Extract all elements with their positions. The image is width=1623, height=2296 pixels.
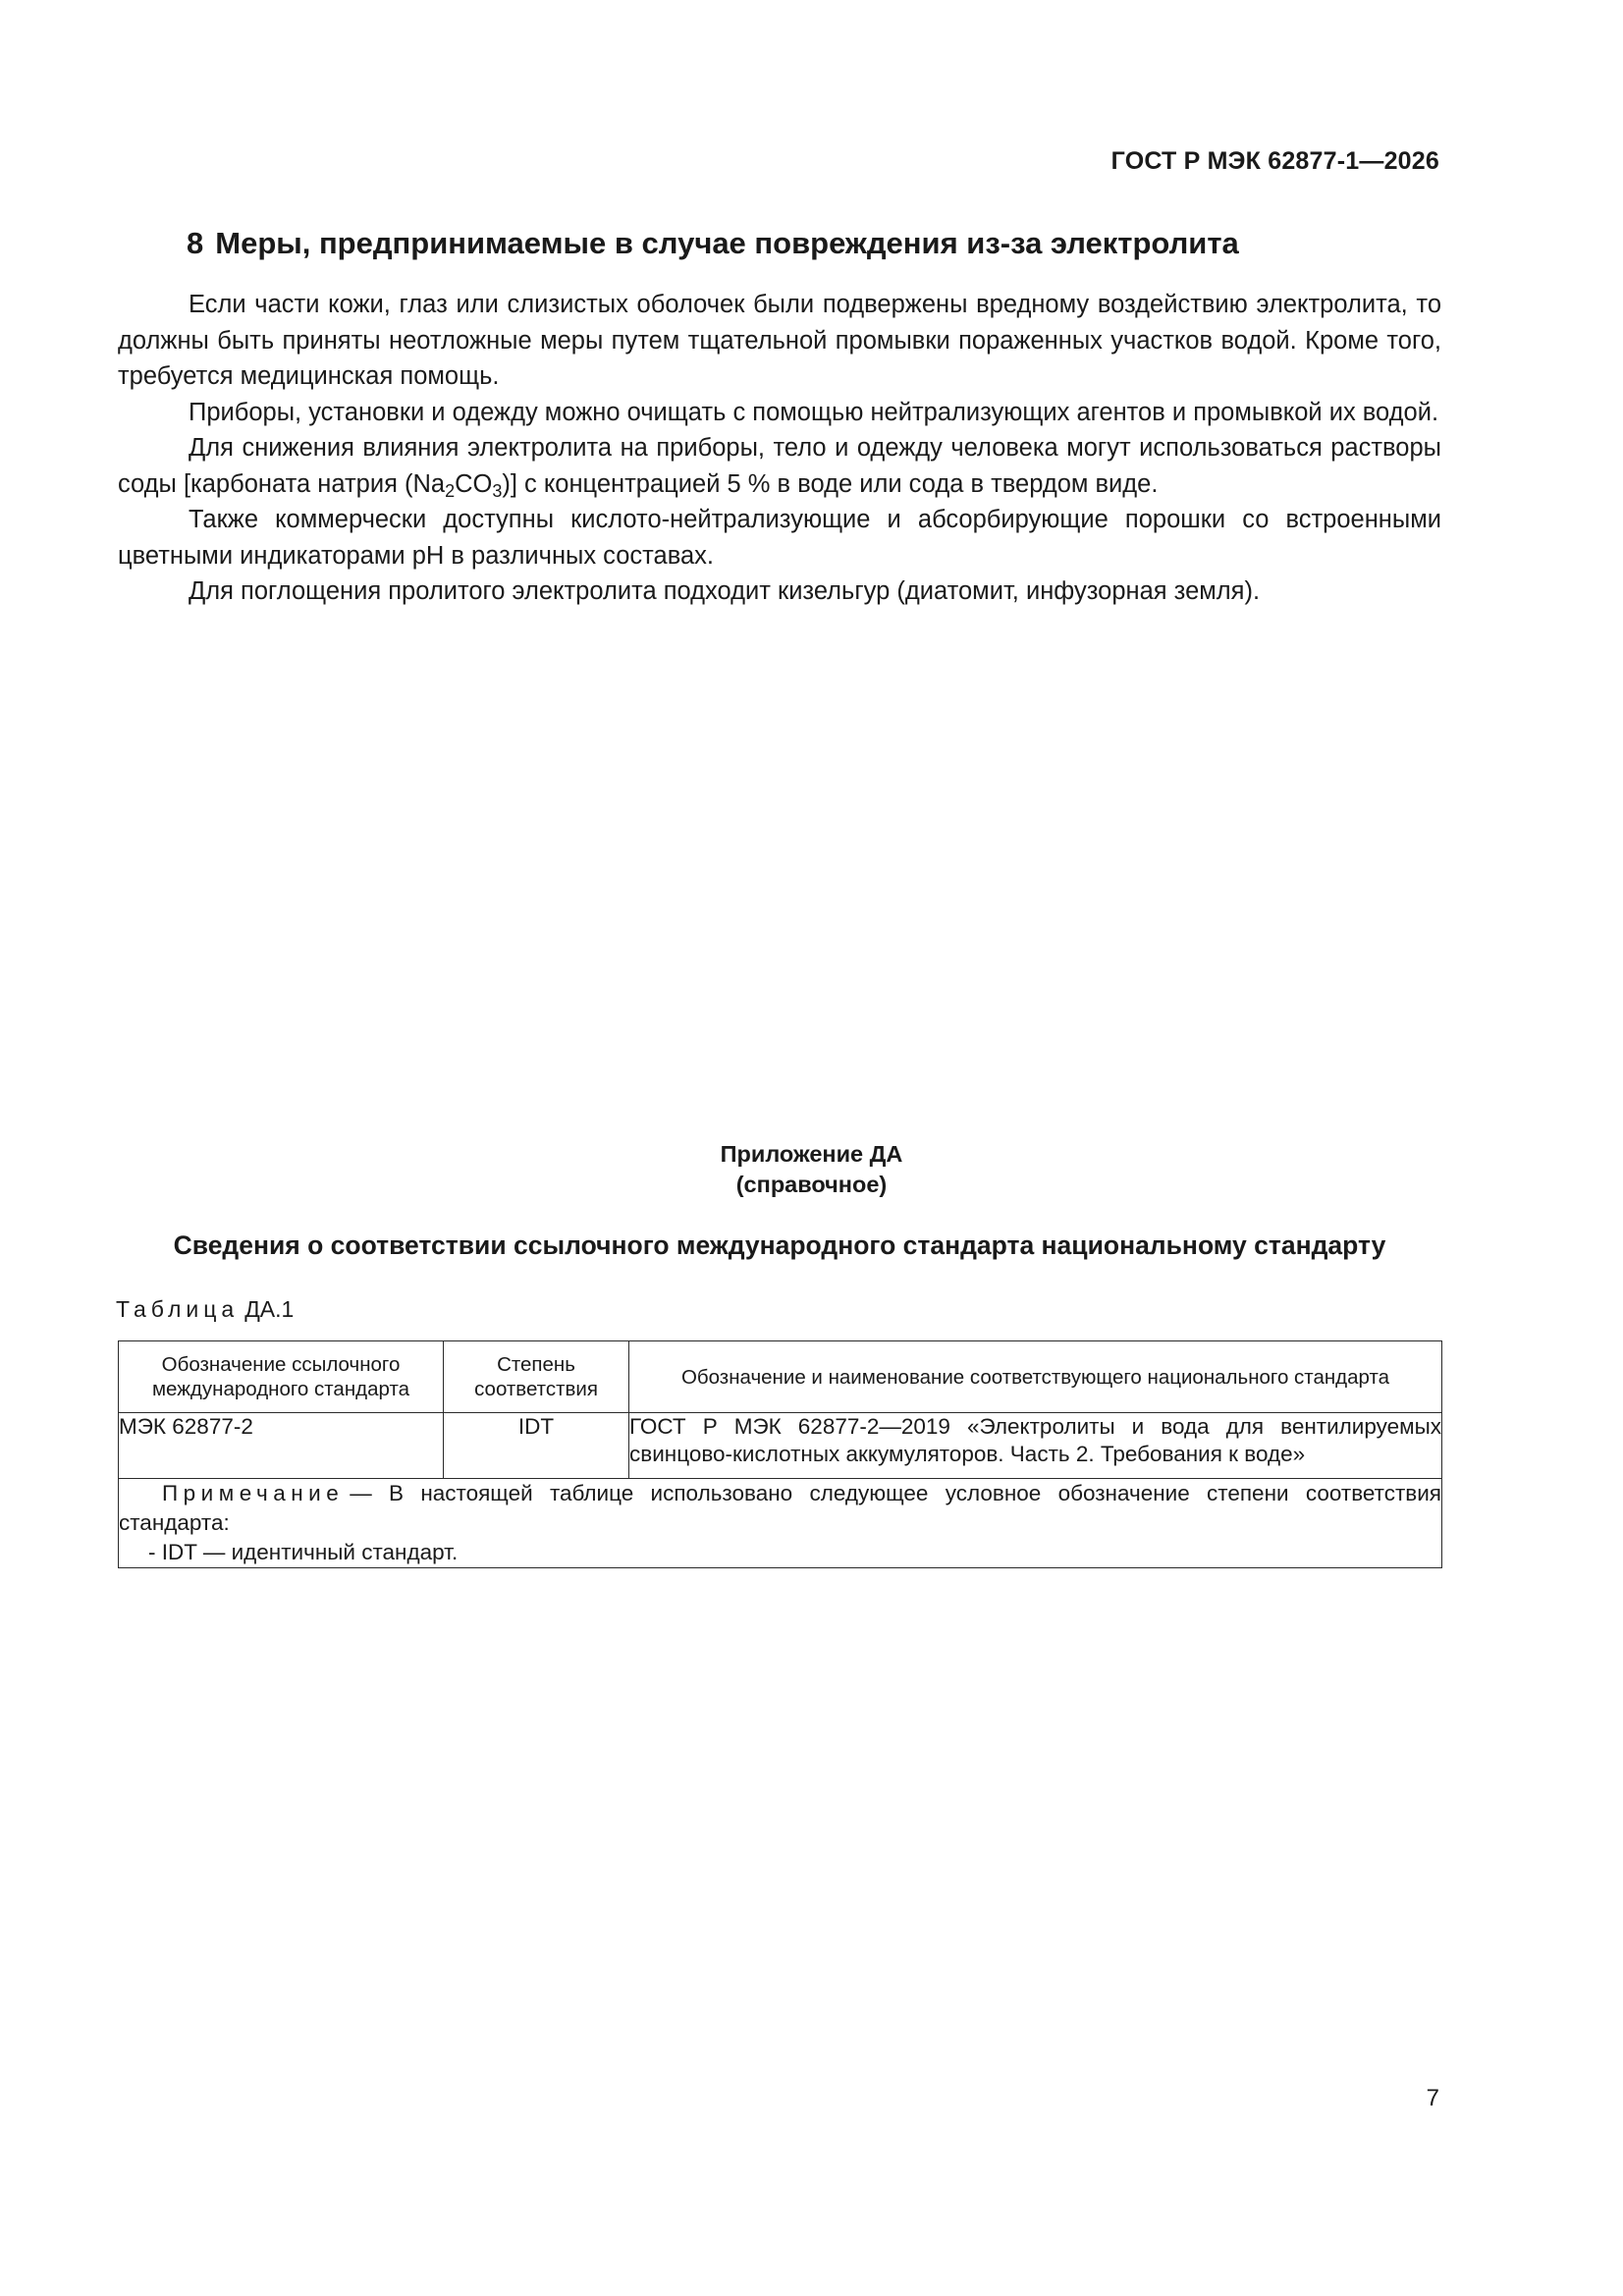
paragraph-formula xyxy=(118,430,1441,502)
paragraph: Приборы, установки и одежду можно очищать с помощью нейтрализующих агентов и промывкой их водой. xyxy=(189,398,1439,426)
paragraph-text: )] с концентрацией 5 % в воде или сода в твердом виде. xyxy=(502,469,1159,498)
header-intl-standard: Обозначение ссылочного международного стандарта xyxy=(119,1341,444,1413)
page-number: 7 xyxy=(1426,2085,1439,2111)
paragraph: Если части кожи, глаз или слизистых оболочек были подвержены вредному воздействию электролита, то должны быть приняты неотложные меры путем тщательной промывки пораженных участков водой. Кроме того, требуется медицинская помощь. xyxy=(118,291,1441,390)
appendix-kind: (справочное) xyxy=(735,1172,888,1197)
subscript: 3 xyxy=(492,480,503,501)
table-row xyxy=(119,1413,1442,1479)
section-heading xyxy=(187,226,1443,261)
header-degree: Степень соответствия xyxy=(444,1341,629,1413)
section-title-text: Меры, предпринимаемые в случае повреждения из-за электролита xyxy=(215,226,1239,260)
table-caption-word: Таблица xyxy=(116,1296,240,1322)
appendix-title: Сведения о соответствии ссылочного международного стандарта национальному стандарту xyxy=(173,1230,1386,1260)
paragraph: Для поглощения пролитого электролита подходит кизельгур (диатомит, инфузорная земля). xyxy=(189,577,1261,605)
table-caption-id: ДА.1 xyxy=(244,1296,295,1322)
note-text: — В настоящей таблице использовано следующее условное обозначение степени соответствия стандарта: xyxy=(119,1481,1441,1535)
section-body xyxy=(118,287,1441,610)
subscript: 2 xyxy=(445,480,456,501)
note-item: - IDT — идентичный стандарт. xyxy=(148,1540,459,1564)
header-national-standard: Обозначение и наименование соответствующего национального стандарта xyxy=(629,1341,1442,1413)
doc-code-header: ГОСТ Р МЭК 62877-1—2026 xyxy=(1110,147,1439,175)
note-paragraph xyxy=(119,1479,1441,1538)
appendix-name: Приложение ДА xyxy=(720,1141,903,1167)
paragraph: Также коммерчески доступны кислото-нейтрализующие и абсорбирующие порошки со встроенными цветными индикаторами pH в различных составах. xyxy=(118,506,1441,570)
table-header-row xyxy=(119,1341,1442,1413)
correspondence-table xyxy=(118,1340,1442,1568)
section-number: 8 xyxy=(187,226,204,260)
paragraph-text: CO xyxy=(455,469,493,498)
cell-intl-standard: МЭК 62877-2 xyxy=(119,1413,444,1479)
cell-degree: IDT xyxy=(444,1413,629,1479)
table-note-row xyxy=(119,1479,1442,1568)
appendix-label xyxy=(0,1139,1623,1200)
note-word: Примечание xyxy=(162,1481,345,1505)
table-note xyxy=(119,1479,1442,1568)
table-caption xyxy=(116,1296,294,1323)
cell-national-standard: ГОСТ Р МЭК 62877-2—2019 «Электролиты и вода для вентилируемых свинцово-кислотных аккумуляторов. Часть 2. Требования к воде» xyxy=(629,1413,1442,1479)
paragraph-text: Для снижения влияния электролита на приборы, тело и одежду человека могут использоваться растворы соды [карбоната натрия (Na xyxy=(118,434,1441,498)
